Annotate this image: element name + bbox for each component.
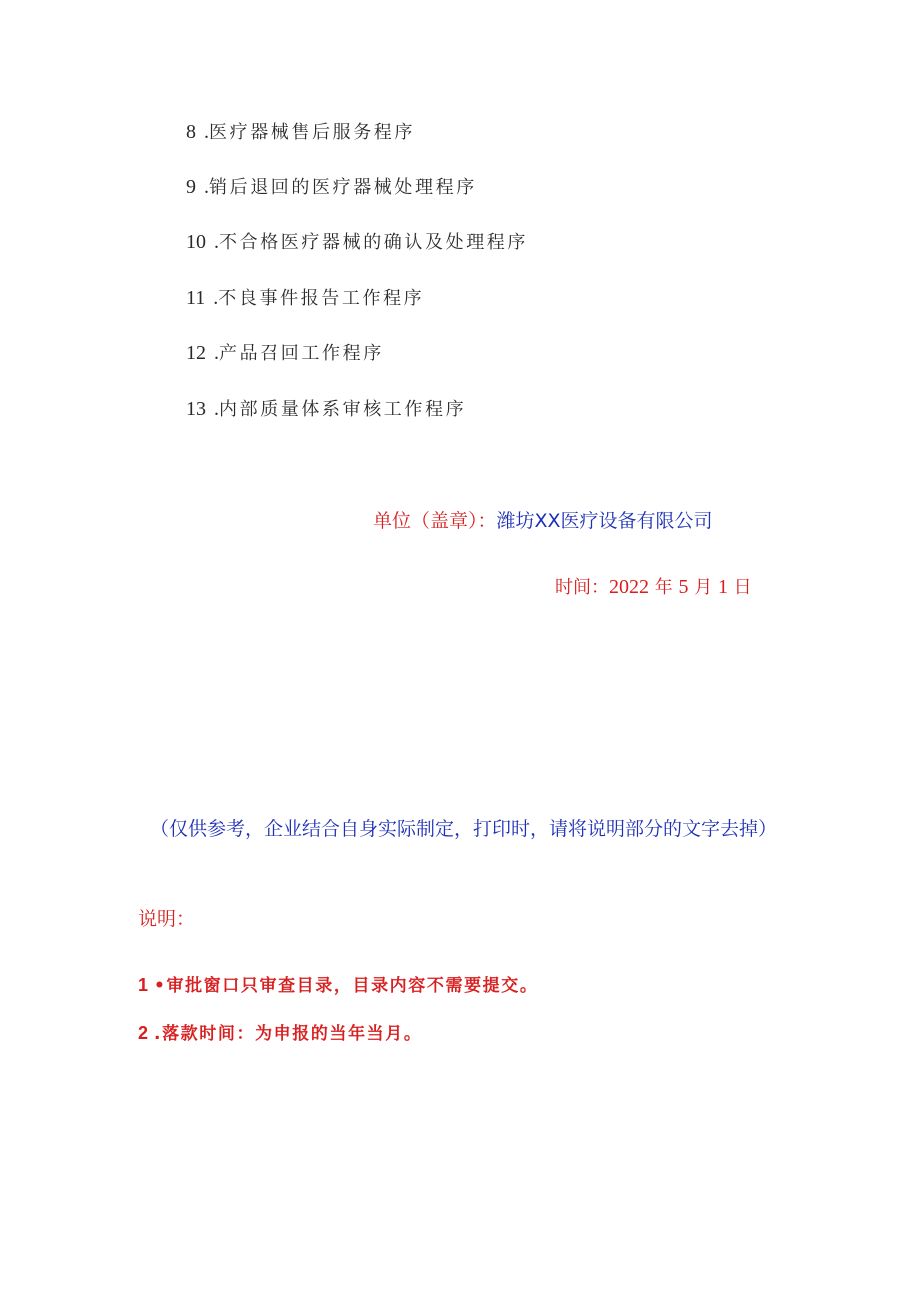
toc-item-separator: . [204,176,209,198]
toc-item-separator: . [213,287,219,309]
toc-item-separator: . [214,398,219,420]
toc-item-number: 12 [186,342,206,364]
toc-item-text: 不合格医疗器械的确认及处理程序 [219,232,528,253]
toc-item-text: 产品召回工作程序 [219,343,384,364]
toc-item-text: 医疗器械售后服务程序 [209,122,415,143]
date-label: 时间： [555,577,609,598]
date-day-unit: 日 [733,577,752,598]
instruction-separator: . [154,1024,163,1044]
reference-note [138,812,788,847]
toc-item-separator: . [214,342,219,364]
toc-item-separator: . [204,121,209,143]
toc-item-text: 不良事件报告工作程序 [218,288,425,309]
instruction-number: 1 [138,975,149,995]
instruction-item [138,1019,422,1044]
instruction-item [138,971,538,996]
toc-item-number: 13 [186,398,206,420]
toc-item [186,173,477,199]
toc-item-number: 11 [186,287,206,309]
date-day: 1 [717,576,728,598]
toc-item [186,284,424,310]
date-year-unit: 年 [654,577,673,598]
instruction-number: 2 [138,1023,149,1043]
toc-item-number: 8 [186,121,196,143]
date-year: 2022 [609,576,649,598]
toc-item [186,228,528,254]
toc-item [186,339,384,365]
instruction-text: 审批窗口只审查目录，目录内容不需要提交。 [166,976,539,996]
toc-item [186,395,466,421]
unit-name: 潍坊XX医疗设备有限公司 [496,510,713,532]
reference-note-text: （仅供参考，企业结合自身实际制定，打印时，请将说明部分的文字去掉） [150,818,778,840]
instructions-title: 说明： [138,908,196,930]
unit-label: 单位（盖章）： [373,510,497,532]
toc-item-text: 内部质量体系审核工作程序 [219,399,467,420]
instruction-separator: • [154,976,167,996]
toc-item-number: 10 [186,231,206,253]
signature-date [555,573,752,599]
unit-signature [373,506,713,533]
toc-item-text: 销后退回的医疗器械处理程序 [209,177,477,198]
toc-item-separator: . [214,231,219,253]
toc-item-number: 9 [186,176,196,198]
date-month-unit: 月 [694,577,713,598]
toc-item [186,118,415,144]
date-month: 5 [678,576,689,598]
instruction-text: 落款时间：为申报的当年当月。 [162,1024,423,1044]
